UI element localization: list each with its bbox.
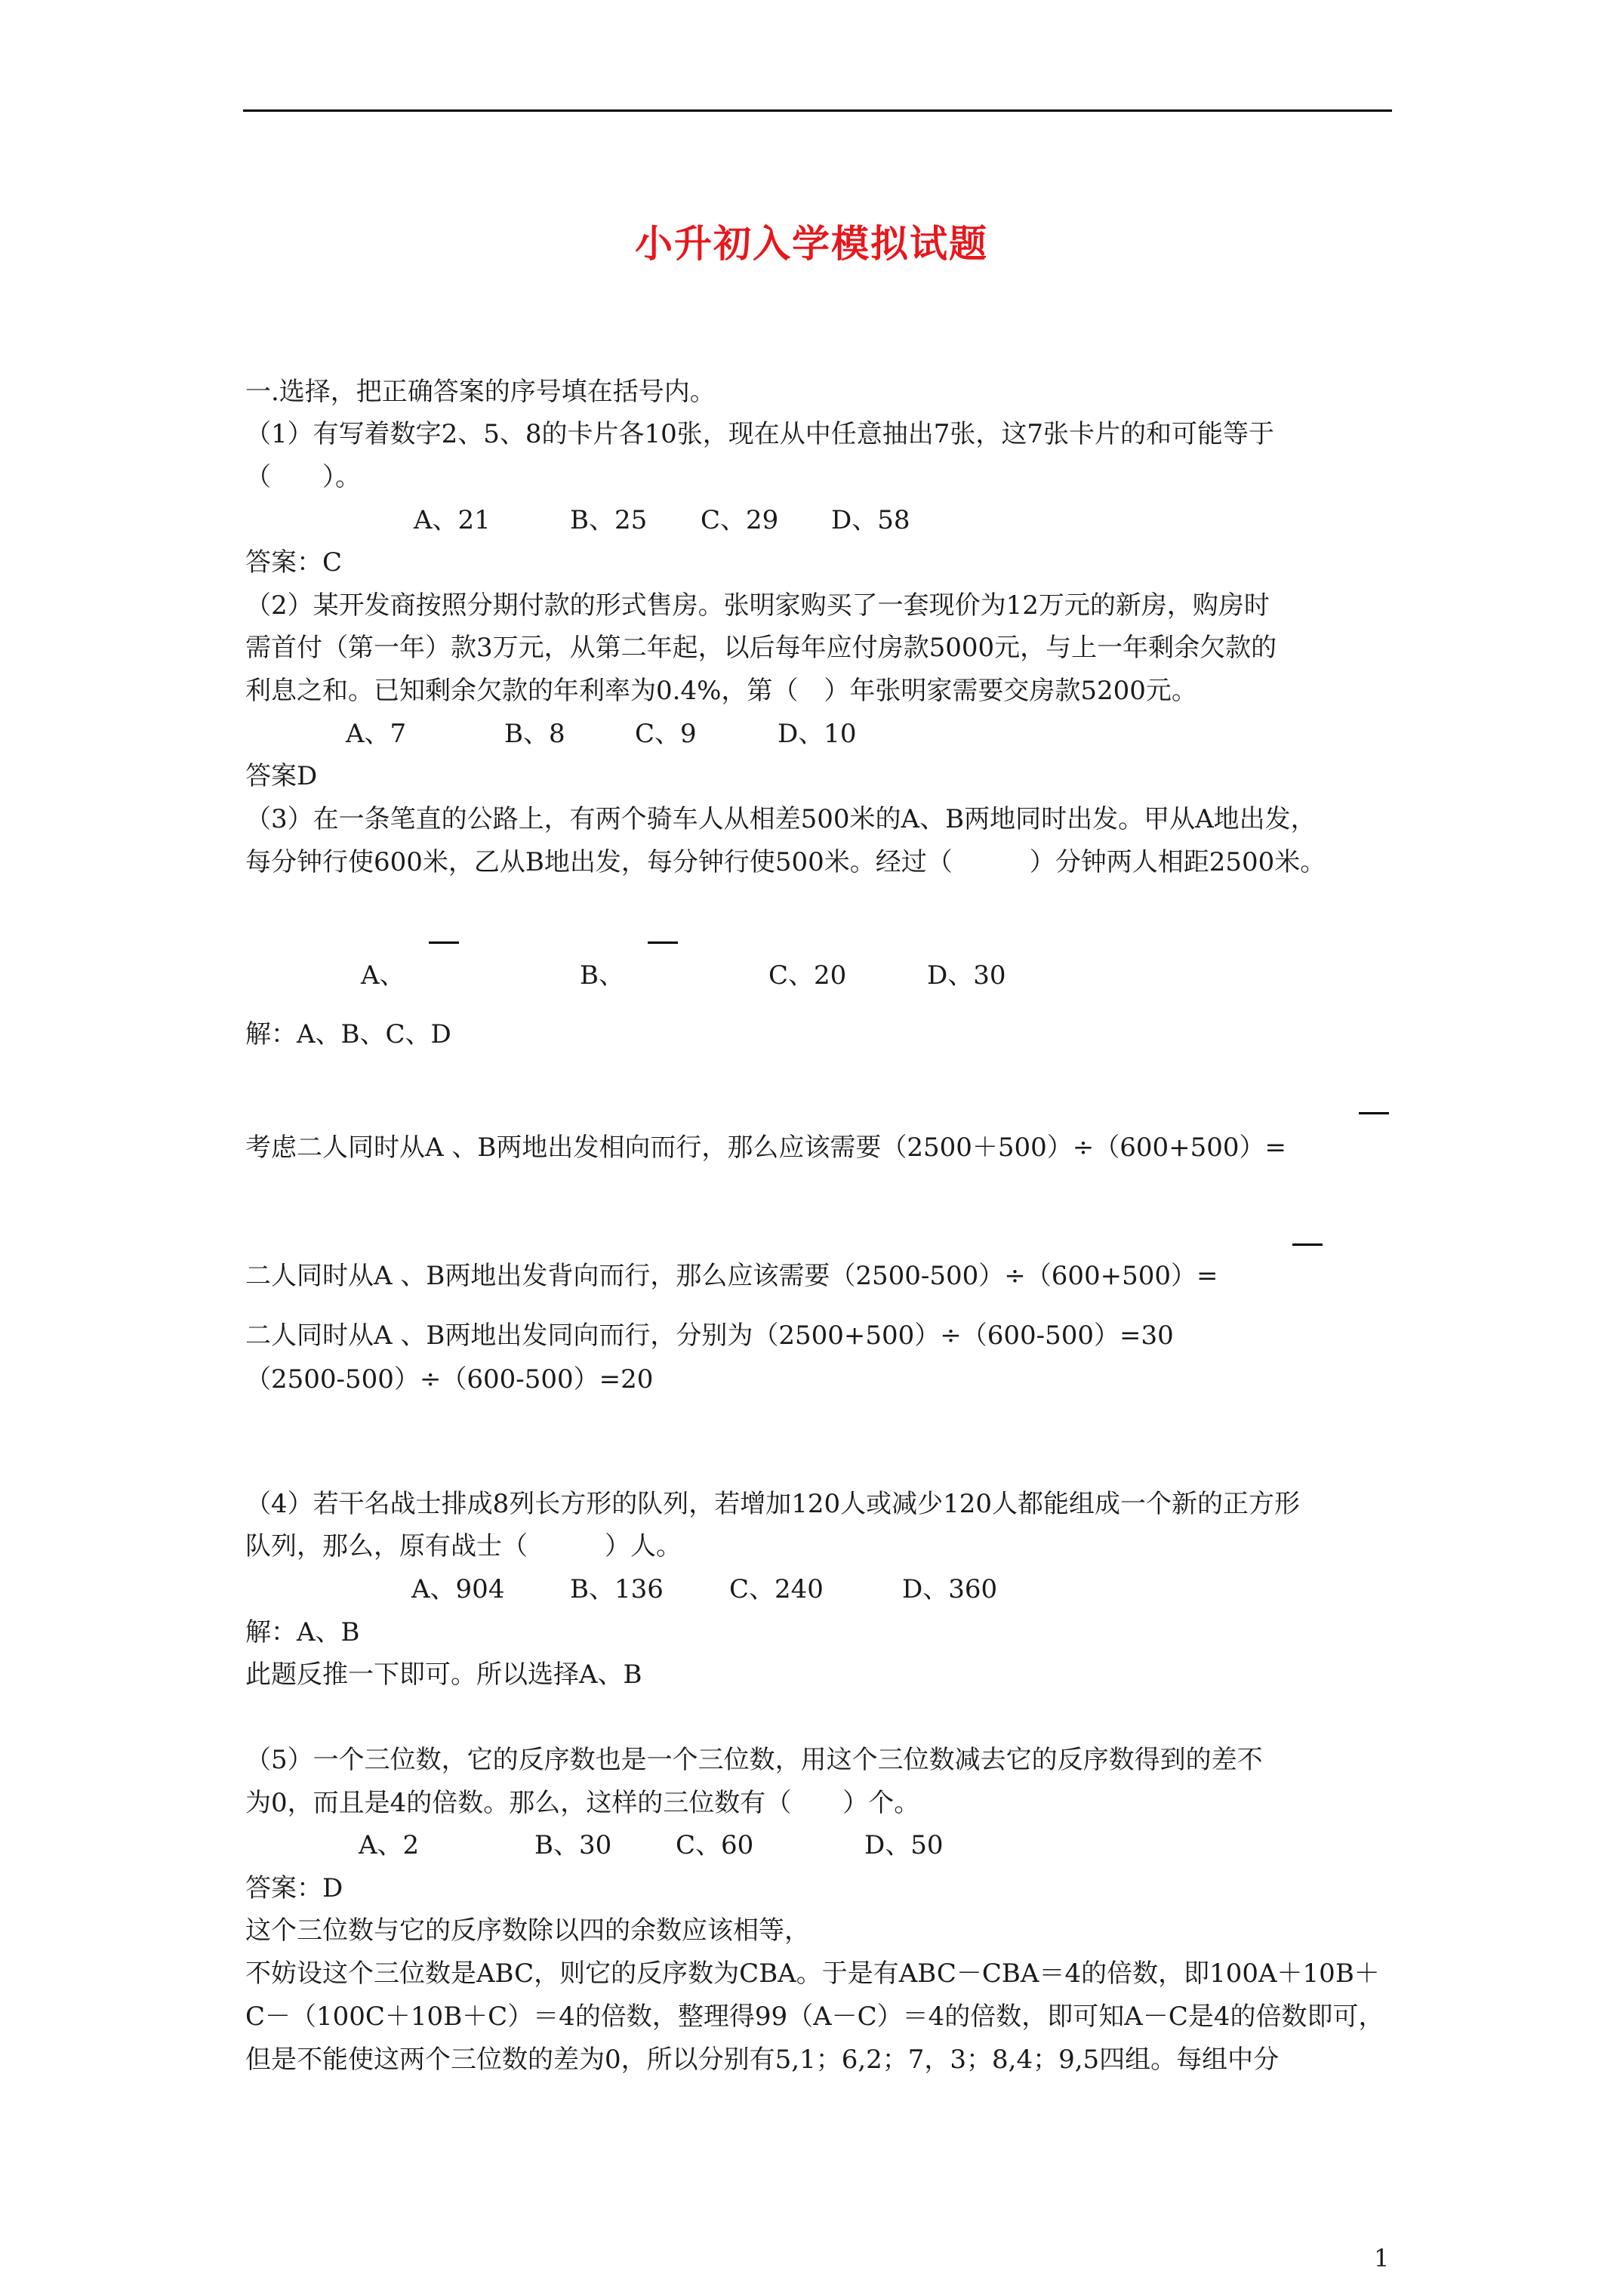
q2-option-d: D、10 [778,719,857,749]
q3-line1: （3）在一条笔直的公路上，有两个骑车人从相差500米的A、B两地同时出发。甲从A地出发， [245,804,1317,834]
fraction-bar [1359,1112,1389,1114]
q5-option-d: D、50 [864,1830,944,1860]
q3-explanation-3: 二人同时从A 、B两地出发同向而行，分别为（2500+500）÷（600-500）=30 [245,1321,1174,1351]
q5-explanation-1: 这个三位数与它的反序数除以四的余数应该相等， [245,1915,810,1946]
document-title: 小升初入学模拟试题 [635,222,988,266]
q3-explanation-2: 二人同时从A 、B两地出发背向而行，那么应该需要（2500-500）÷（600+500）= [245,1261,1218,1291]
q3-option-a: A、 [361,960,405,991]
q4-line1: （4）若干名战士排成8列长方形的队列，若增加120人或减少120人都能组成一个新的正方形 [245,1489,1301,1519]
fraction-bar [1292,1244,1323,1246]
q4-option-c: C、240 [729,1574,824,1604]
q3-answer: 解：A、B、C、D [245,1019,451,1049]
page-number: 1 [1374,2244,1390,2273]
q5-explanation-3: C－（100C＋10B＋C）＝4的倍数，整理得99（A－C）＝4的倍数，即可知A－C是4的倍数即可， [245,2002,1384,2032]
q3-option-c: C、20 [768,960,847,991]
q4-line2: 队列，那么，原有战士（ ）人。 [245,1531,682,1561]
q1-option-b: B、25 [570,505,648,535]
q5-explanation-4: 但是不能使这两个三位数的差为0，所以分别有5,1；6,2；7，3；8,4；9,5四组。每组中分 [245,2045,1280,2075]
q5-option-a: A、2 [359,1830,420,1860]
header-rule [243,109,1392,112]
q5-answer: 答案：D [245,1873,343,1903]
q2-option-b: B、8 [504,719,565,749]
q2-option-c: C、9 [635,719,697,749]
q1-option-c: C、29 [701,505,779,535]
fraction-bar [429,942,459,944]
q2-line3: 利息之和。已知剩余欠款的年利率为0.4%，第（ ）年张明家需要交房款5200元。 [245,676,1197,706]
q1-option-d: D、58 [831,505,910,535]
q5-option-c: C、60 [676,1830,754,1860]
q1-line2: （ ）。 [245,462,361,492]
q2-option-a: A、7 [346,719,407,749]
q5-line1: （5）一个三位数，它的反序数也是一个三位数，用这个三位数减去它的反序数得到的差不 [245,1745,1263,1775]
q4-option-a: A、904 [411,1574,505,1604]
q5-line2: 为0，而且是4的倍数。那么，这样的三位数有（ ）个。 [245,1788,920,1818]
q4-option-d: D、360 [902,1574,998,1604]
section-heading: 一.选择，把正确答案的序号填在括号内。 [245,377,716,407]
q1-answer: 答案：C [245,547,343,578]
q2-answer: 答案D [245,761,318,791]
fraction-bar [648,942,678,944]
q4-answer: 解：A、B [245,1617,360,1647]
q5-explanation-2: 不妨设这个三位数是ABC，则它的反序数为CBA。于是有ABC－CBA＝4的倍数，即100A＋10B＋ [245,1959,1380,1989]
q4-option-b: B、136 [570,1574,664,1604]
q2-line2: 需首付（第一年）款3万元，从第二年起，以后每年应付房款5000元，与上一年剩余欠款的 [245,633,1277,663]
q3-explanation-1: 考虑二人同时从A 、B两地出发相向而行，那么应该需要（2500＋500）÷（600+500）= [245,1133,1287,1163]
q3-line2: 每分钟行使600米，乙从B地出发，每分钟行使500米。经过（ ）分钟两人相距2500米。 [245,847,1326,877]
q4-explanation-1: 此题反推一下即可。所以选择A、B [245,1660,642,1690]
q3-option-d: D、30 [927,960,1006,991]
q1-line1: （1）有写着数字2、5、8的卡片各10张，现在从中任意抽出7张，这7张卡片的和可能等于 [245,419,1275,449]
q1-option-a: A、21 [414,505,491,535]
q3-option-b: B、 [580,960,624,991]
q5-option-b: B、30 [534,1830,612,1860]
q3-explanation-4: （2500-500）÷（600-500）=20 [245,1364,654,1395]
q2-line1: （2）某开发商按照分期付款的形式售房。张明家购买了一套现价为12万元的新房，购房时 [245,590,1270,621]
